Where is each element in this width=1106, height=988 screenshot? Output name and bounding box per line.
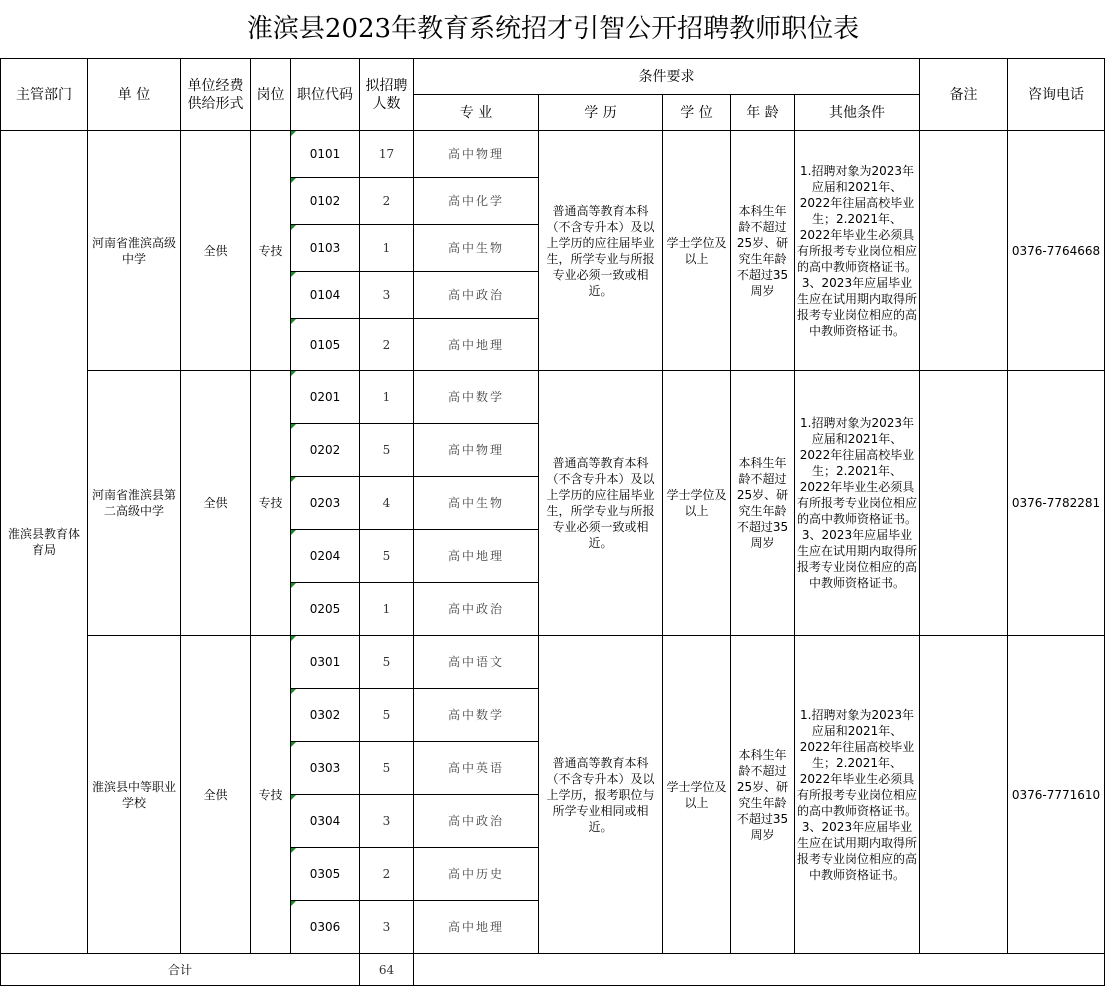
position-code: 0304 xyxy=(291,795,360,848)
header-other: 其他条件 xyxy=(795,95,920,131)
total-label: 合计 xyxy=(1,954,360,986)
position-count: 1 xyxy=(360,583,414,636)
unit-funding: 全供 xyxy=(181,131,251,371)
unit-name: 河南省淮滨高级中学 xyxy=(88,131,181,371)
position-code: 0302 xyxy=(291,689,360,742)
unit-note xyxy=(920,636,1008,954)
position-major: 高中化学 xyxy=(414,178,539,225)
position-code: 0102 xyxy=(291,178,360,225)
position-code: 0205 xyxy=(291,583,360,636)
unit-funding: 全供 xyxy=(181,371,251,636)
position-count: 1 xyxy=(360,371,414,424)
position-code: 0203 xyxy=(291,477,360,530)
unit-phone: 0376-7764668 xyxy=(1008,131,1105,371)
position-count: 5 xyxy=(360,689,414,742)
position-count: 3 xyxy=(360,795,414,848)
unit-post: 专技 xyxy=(251,636,291,954)
unit-note xyxy=(920,371,1008,636)
unit-phone: 0376-7771610 xyxy=(1008,636,1105,954)
position-count: 17 xyxy=(360,131,414,178)
position-code: 0301 xyxy=(291,636,360,689)
header-note: 备注 xyxy=(920,59,1008,131)
unit-education: 普通高等教育本科（不含专升本）及以上学历的应往届毕业生，所学专业与所报专业必须一致或相近。 xyxy=(539,131,663,371)
unit-age: 本科生年龄不超过25岁、研究生年龄不超过35周岁 xyxy=(731,636,795,954)
unit-name: 淮滨县中等职业学校 xyxy=(88,636,181,954)
position-count: 1 xyxy=(360,225,414,272)
position-code: 0105 xyxy=(291,319,360,371)
unit-phone: 0376-7782281 xyxy=(1008,371,1105,636)
header-conditions: 条件要求 xyxy=(414,59,920,95)
unit-age: 本科生年龄不超过25岁、研究生年龄不超过35周岁 xyxy=(731,131,795,371)
unit-note xyxy=(920,131,1008,371)
unit-degree: 学士学位及以上 xyxy=(663,131,731,371)
unit-education: 普通高等教育本科（不含专升本）及以上学历，报考职位与所学专业相同或相近。 xyxy=(539,636,663,954)
position-major: 高中地理 xyxy=(414,319,539,371)
position-major: 高中地理 xyxy=(414,530,539,583)
header-code: 职位代码 xyxy=(291,59,360,131)
position-major: 高中政治 xyxy=(414,583,539,636)
header-degree: 学 位 xyxy=(663,95,731,131)
dept-cell: 淮滨县教育体育局 xyxy=(1,131,88,954)
position-count: 2 xyxy=(360,178,414,225)
position-major: 高中政治 xyxy=(414,272,539,319)
unit-degree: 学士学位及以上 xyxy=(663,371,731,636)
table-row xyxy=(1,636,1105,689)
position-count: 3 xyxy=(360,272,414,319)
position-major: 高中政治 xyxy=(414,795,539,848)
header-unit: 单 位 xyxy=(88,59,181,131)
unit-post: 专技 xyxy=(251,371,291,636)
unit-name: 河南省淮滨县第二高级中学 xyxy=(88,371,181,636)
header-education: 学 历 xyxy=(539,95,663,131)
header-age: 年 龄 xyxy=(731,95,795,131)
position-major: 高中英语 xyxy=(414,742,539,795)
unit-other-conditions: 1.招聘对象为2023年应届和2021年、2022年往届高校毕业生；2.2021年、2022年毕业生必须具有所报考专业岗位相应的高中教师资格证书。3、2023年应届毕业生应在试用期内取得所报考专业岗位相应的高中教师资格证书。 xyxy=(795,371,920,636)
unit-post: 专技 xyxy=(251,131,291,371)
position-code: 0305 xyxy=(291,848,360,901)
position-count: 3 xyxy=(360,901,414,954)
position-count: 4 xyxy=(360,477,414,530)
table-row xyxy=(1,131,1105,178)
position-code: 0103 xyxy=(291,225,360,272)
page-title: 淮滨县2023年教育系统招才引智公开招聘教师职位表 xyxy=(246,14,860,44)
total-count: 64 xyxy=(360,954,414,986)
position-major: 高中物理 xyxy=(414,424,539,477)
position-major: 高中历史 xyxy=(414,848,539,901)
unit-education: 普通高等教育本科（不含专升本）及以上学历的应往届毕业生，所学专业与所报专业必须一致或相近。 xyxy=(539,371,663,636)
header-major: 专 业 xyxy=(414,95,539,131)
position-count: 2 xyxy=(360,848,414,901)
total-row xyxy=(1,954,1105,986)
table-row xyxy=(1,371,1105,424)
position-code: 0201 xyxy=(291,371,360,424)
position-major: 高中地理 xyxy=(414,901,539,954)
position-count: 2 xyxy=(360,319,414,371)
table-body xyxy=(1,59,1105,986)
unit-funding: 全供 xyxy=(181,636,251,954)
unit-other-conditions: 1.招聘对象为2023年应届和2021年、2022年往届高校毕业生；2.2021年、2022年毕业生必须具有所报考专业岗位相应的高中教师资格证书。3、2023年应届毕业生应在试用期内取得所报考专业岗位相应的高中教师资格证书。 xyxy=(795,636,920,954)
total-empty xyxy=(414,954,1105,986)
position-code: 0104 xyxy=(291,272,360,319)
position-count: 5 xyxy=(360,424,414,477)
header-funding: 单位经费供给形式 xyxy=(181,59,251,131)
position-major: 高中数学 xyxy=(414,371,539,424)
position-major: 高中生物 xyxy=(414,225,539,272)
header-count: 拟招聘人数 xyxy=(360,59,414,131)
position-code: 0303 xyxy=(291,742,360,795)
position-count: 5 xyxy=(360,530,414,583)
position-code: 0204 xyxy=(291,530,360,583)
position-major: 高中生物 xyxy=(414,477,539,530)
unit-degree: 学士学位及以上 xyxy=(663,636,731,954)
position-major: 高中数学 xyxy=(414,689,539,742)
position-major: 高中语文 xyxy=(414,636,539,689)
position-code: 0101 xyxy=(291,131,360,178)
recruitment-table xyxy=(0,58,1105,986)
position-code: 0306 xyxy=(291,901,360,954)
header-phone: 咨询电话 xyxy=(1008,59,1105,131)
header-dept: 主管部门 xyxy=(1,59,88,131)
unit-age: 本科生年龄不超过25岁、研究生年龄不超过35周岁 xyxy=(731,371,795,636)
position-code: 0202 xyxy=(291,424,360,477)
header-post: 岗位 xyxy=(251,59,291,131)
position-count: 5 xyxy=(360,742,414,795)
unit-other-conditions: 1.招聘对象为2023年应届和2021年、2022年往届高校毕业生；2.2021年、2022年毕业生必须具有所报考专业岗位相应的高中教师资格证书。3、2023年应届毕业生应在试用期内取得所报考专业岗位相应的高中教师资格证书。 xyxy=(795,131,920,371)
position-count: 5 xyxy=(360,636,414,689)
position-major: 高中物理 xyxy=(414,131,539,178)
